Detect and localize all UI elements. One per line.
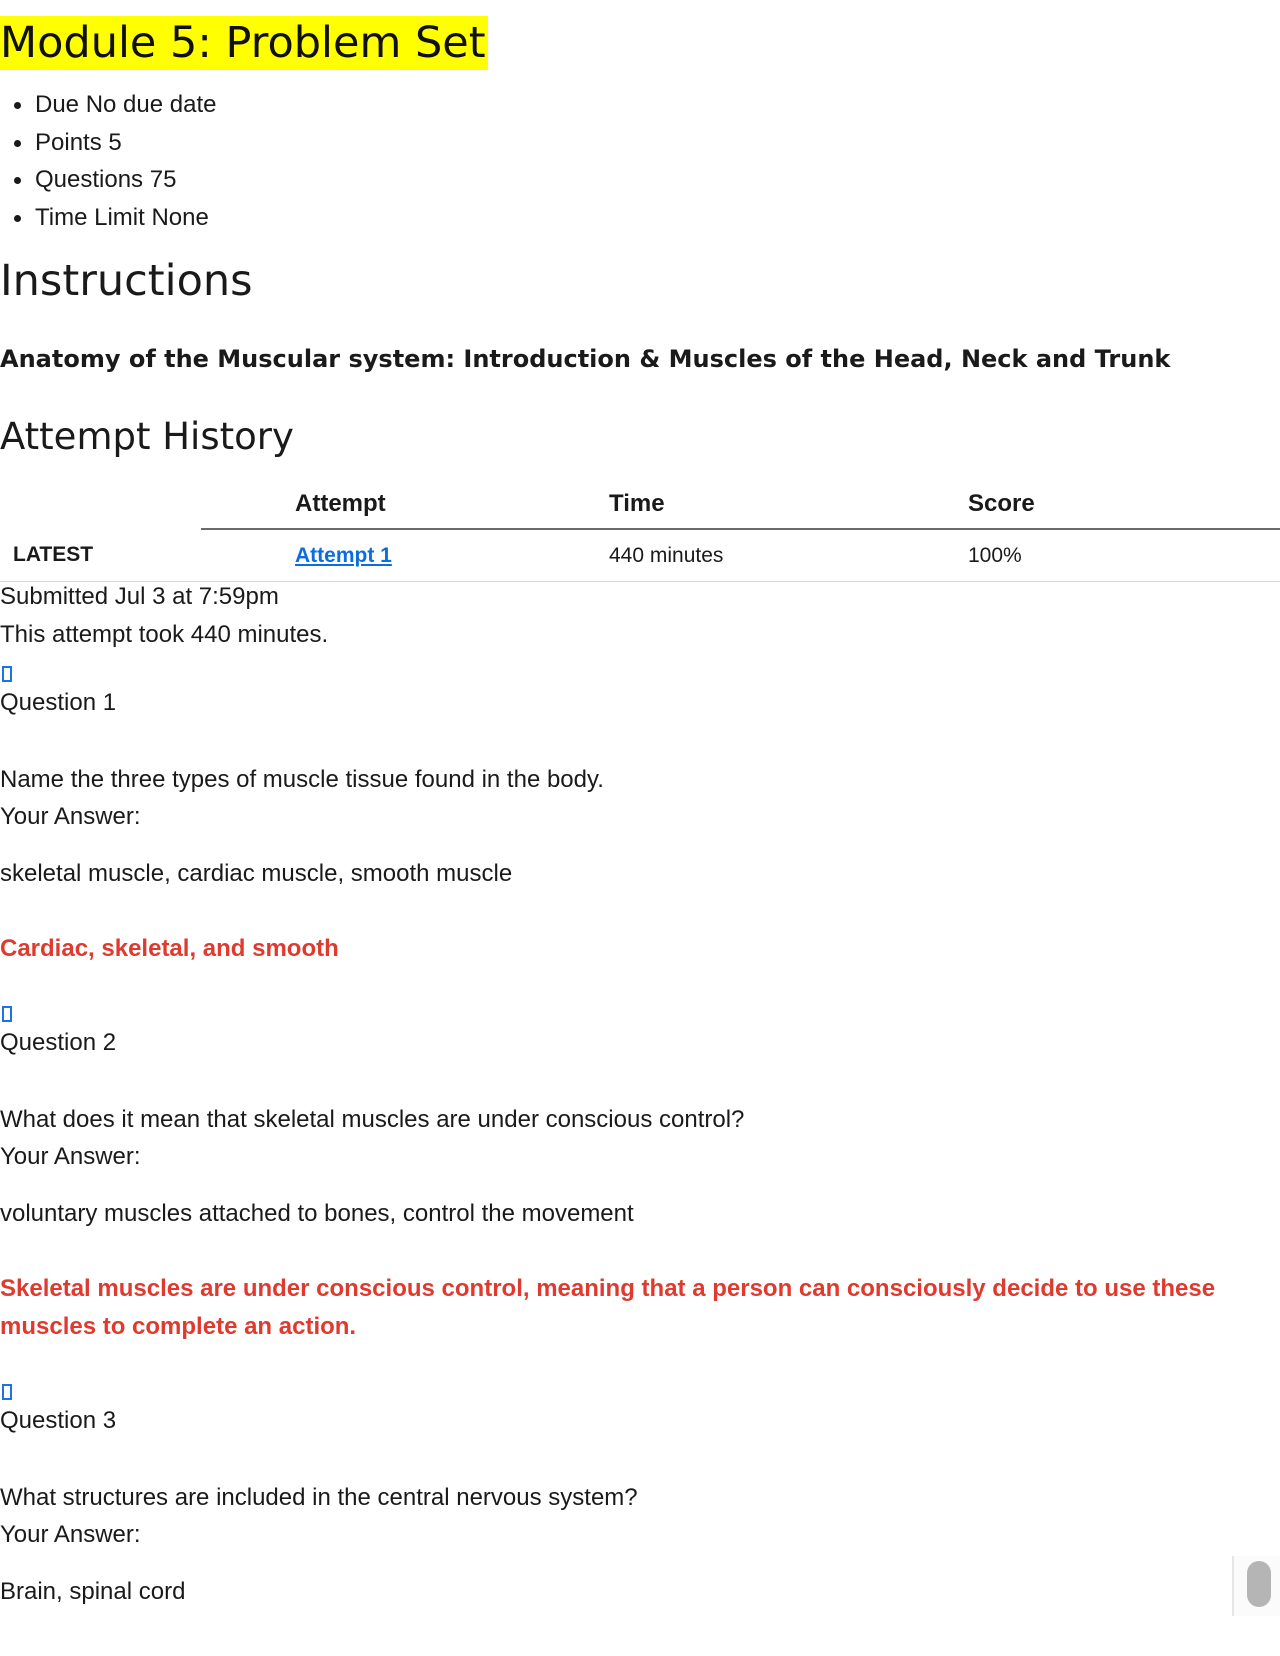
attempt-duration: This attempt took 440 minutes. <box>0 620 329 648</box>
quiz-meta-list <box>0 86 216 236</box>
question-block <box>0 1006 1280 1356</box>
table-header-row <box>0 480 1280 529</box>
your-answer-label: Your Answer: <box>0 1521 141 1548</box>
scrollbar-thumb[interactable] <box>1247 1561 1271 1607</box>
latest-badge: LATEST <box>0 529 201 582</box>
time-cell: 440 minutes <box>515 529 875 582</box>
instructions-subtitle: Anatomy of the Muscular system: Introduction & Muscles of the Head, Neck and Trunk <box>0 345 1171 373</box>
meta-points: Points 5 <box>35 124 216 162</box>
attempt-history-table <box>0 480 1280 582</box>
question-block <box>0 1384 1280 1614</box>
question-text: What structures are included in the central nervous system? <box>0 1484 638 1511</box>
column-header-score: Score <box>875 480 1280 529</box>
question-label: Question 3 <box>0 1407 117 1434</box>
submission-info <box>0 578 328 653</box>
column-header-badge <box>0 480 201 529</box>
your-answer-label: Your Answer: <box>0 803 141 830</box>
question-label: Question 1 <box>0 689 117 716</box>
question-block <box>0 666 1280 966</box>
submitted-date: Submitted Jul 3 at 7:59pm <box>0 583 279 610</box>
column-header-attempt: Attempt <box>201 480 515 529</box>
meta-time-limit: Time Limit None <box>35 199 216 237</box>
instructions-heading: Instructions <box>0 256 253 306</box>
correct-answer-text: Skeletal muscles are under conscious control, meaning that a person can consciously decide to use these muscles to complete an action. <box>0 1275 1216 1340</box>
attempt-cell <box>201 529 515 582</box>
column-header-time: Time <box>515 480 875 529</box>
flag-outline-icon[interactable] <box>2 1384 12 1400</box>
your-answer-label: Your Answer: <box>0 1143 141 1170</box>
attempt-history-heading: Attempt History <box>0 415 294 458</box>
score-cell: 100% <box>875 529 1280 582</box>
attempt-link[interactable]: Attempt 1 <box>295 543 392 567</box>
question-label: Question 2 <box>0 1029 117 1056</box>
page-title: Module 5: Problem Set <box>0 18 486 68</box>
scrollbar-track[interactable] <box>1232 1556 1280 1616</box>
question-text: What does it mean that skeletal muscles are under conscious control? <box>0 1106 745 1133</box>
meta-due: Due No due date <box>35 86 216 124</box>
flag-outline-icon[interactable] <box>2 1006 12 1022</box>
table-row <box>0 529 1280 582</box>
meta-questions: Questions 75 <box>35 161 216 199</box>
flag-outline-icon[interactable] <box>2 666 12 682</box>
correct-answer-text: Cardiac, skeletal, and smooth <box>0 935 339 962</box>
question-text: Name the three types of muscle tissue found in the body. <box>0 766 604 793</box>
your-answer-text: Brain, spinal cord <box>0 1578 186 1605</box>
your-answer-text: skeletal muscle, cardiac muscle, smooth muscle <box>0 860 513 887</box>
your-answer-text: voluntary muscles attached to bones, control the movement <box>0 1200 634 1227</box>
